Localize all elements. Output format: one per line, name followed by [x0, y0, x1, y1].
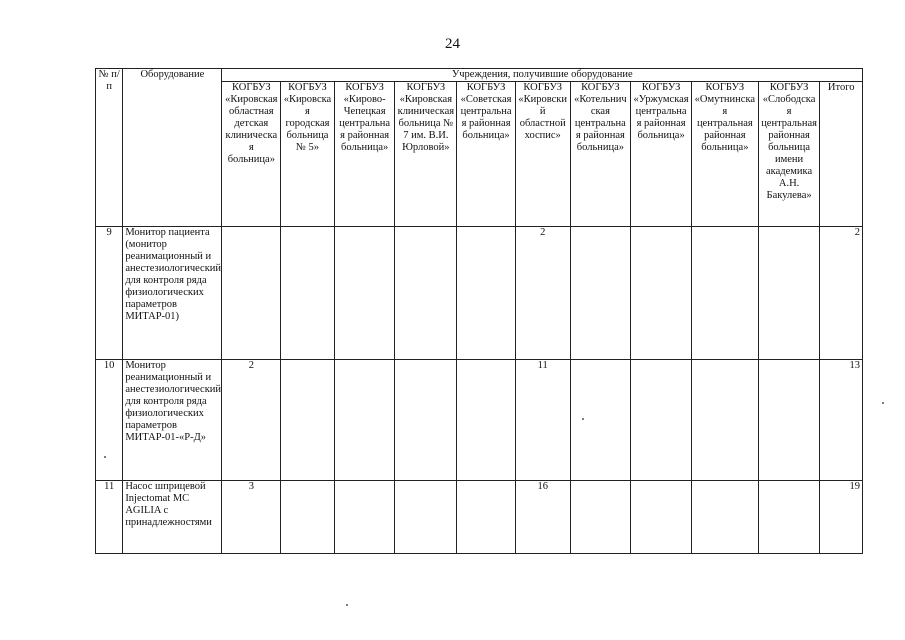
row-value	[570, 360, 631, 481]
row-value	[758, 360, 820, 481]
row-num: 10	[96, 360, 123, 481]
equipment-table	[95, 68, 863, 554]
row-value: 11	[515, 360, 570, 481]
header-total: Итого	[820, 82, 863, 227]
row-num: 11	[96, 481, 123, 554]
scan-speck	[104, 456, 106, 458]
header-institution: КОГБУЗ «Кировский областной хоспис»	[515, 82, 570, 227]
row-value: 2	[515, 227, 570, 360]
row-value	[281, 481, 335, 554]
row-value	[758, 481, 820, 554]
row-value	[281, 227, 335, 360]
header-num: № п/п	[96, 69, 123, 227]
header-row	[96, 69, 863, 82]
row-value	[457, 227, 516, 360]
table-row	[96, 227, 863, 360]
row-value	[691, 481, 758, 554]
row-value	[570, 227, 631, 360]
row-total: 13	[820, 360, 863, 481]
row-equipment-name: Монитор пациента (монитор реанимационный и анестезиологический для контроля ряда физиологических параметров МИТАР-01)	[123, 227, 222, 360]
header-institution: КОГБУЗ «Уржумская центральная районная больница»	[631, 82, 692, 227]
row-value	[222, 227, 281, 360]
header-institution: КОГБУЗ «Слободская центральная районная больница имени академика А.Н. Бакулева»	[758, 82, 820, 227]
header-institutions-group: Учреждения, получившие оборудование	[222, 69, 863, 82]
header-institution: КОГБУЗ «Кировская областная детская клиническая больница»	[222, 82, 281, 227]
row-value	[395, 360, 457, 481]
row-value	[631, 481, 692, 554]
row-value	[457, 481, 516, 554]
header-institution: КОГБУЗ «Омутнинская центральная районная больница»	[691, 82, 758, 227]
row-value	[334, 360, 395, 481]
row-value	[281, 360, 335, 481]
table-row	[96, 481, 863, 554]
scan-speck	[346, 604, 348, 606]
header-institution: КОГБУЗ «Котельничская центральная районная больница»	[570, 82, 631, 227]
scan-speck	[882, 402, 884, 404]
row-value	[395, 227, 457, 360]
row-value	[457, 360, 516, 481]
row-num: 9	[96, 227, 123, 360]
row-value: 16	[515, 481, 570, 554]
table-row	[96, 360, 863, 481]
scan-speck	[582, 418, 584, 420]
row-total: 19	[820, 481, 863, 554]
row-value	[691, 360, 758, 481]
row-value	[334, 227, 395, 360]
header-equipment: Оборудование	[123, 69, 222, 227]
row-value	[570, 481, 631, 554]
row-value	[631, 227, 692, 360]
row-equipment-name: Монитор реанимационный и анестезиологический для контроля ряда физиологических параметров МИТАР-01-«Р-Д»	[123, 360, 222, 481]
row-value	[758, 227, 820, 360]
header-institution: КОГБУЗ «Советская центральная районная больница»	[457, 82, 516, 227]
header-institution: КОГБУЗ «Кировская клиническая больница № 7 им. В.И. Юрловой»	[395, 82, 457, 227]
row-value: 3	[222, 481, 281, 554]
row-value	[395, 481, 457, 554]
row-value	[631, 360, 692, 481]
row-value	[334, 481, 395, 554]
row-value	[691, 227, 758, 360]
page-number: 24	[445, 36, 460, 52]
header-institution: КОГБУЗ «Кирово-Чепецкая центральная районная больница»	[334, 82, 395, 227]
row-total: 2	[820, 227, 863, 360]
row-value: 2	[222, 360, 281, 481]
header-institution: КОГБУЗ «Кировская городская больница № 5»	[281, 82, 335, 227]
row-equipment-name: Насос шприцевой Injectomat MC AGILIA с принадлежностями	[123, 481, 222, 554]
